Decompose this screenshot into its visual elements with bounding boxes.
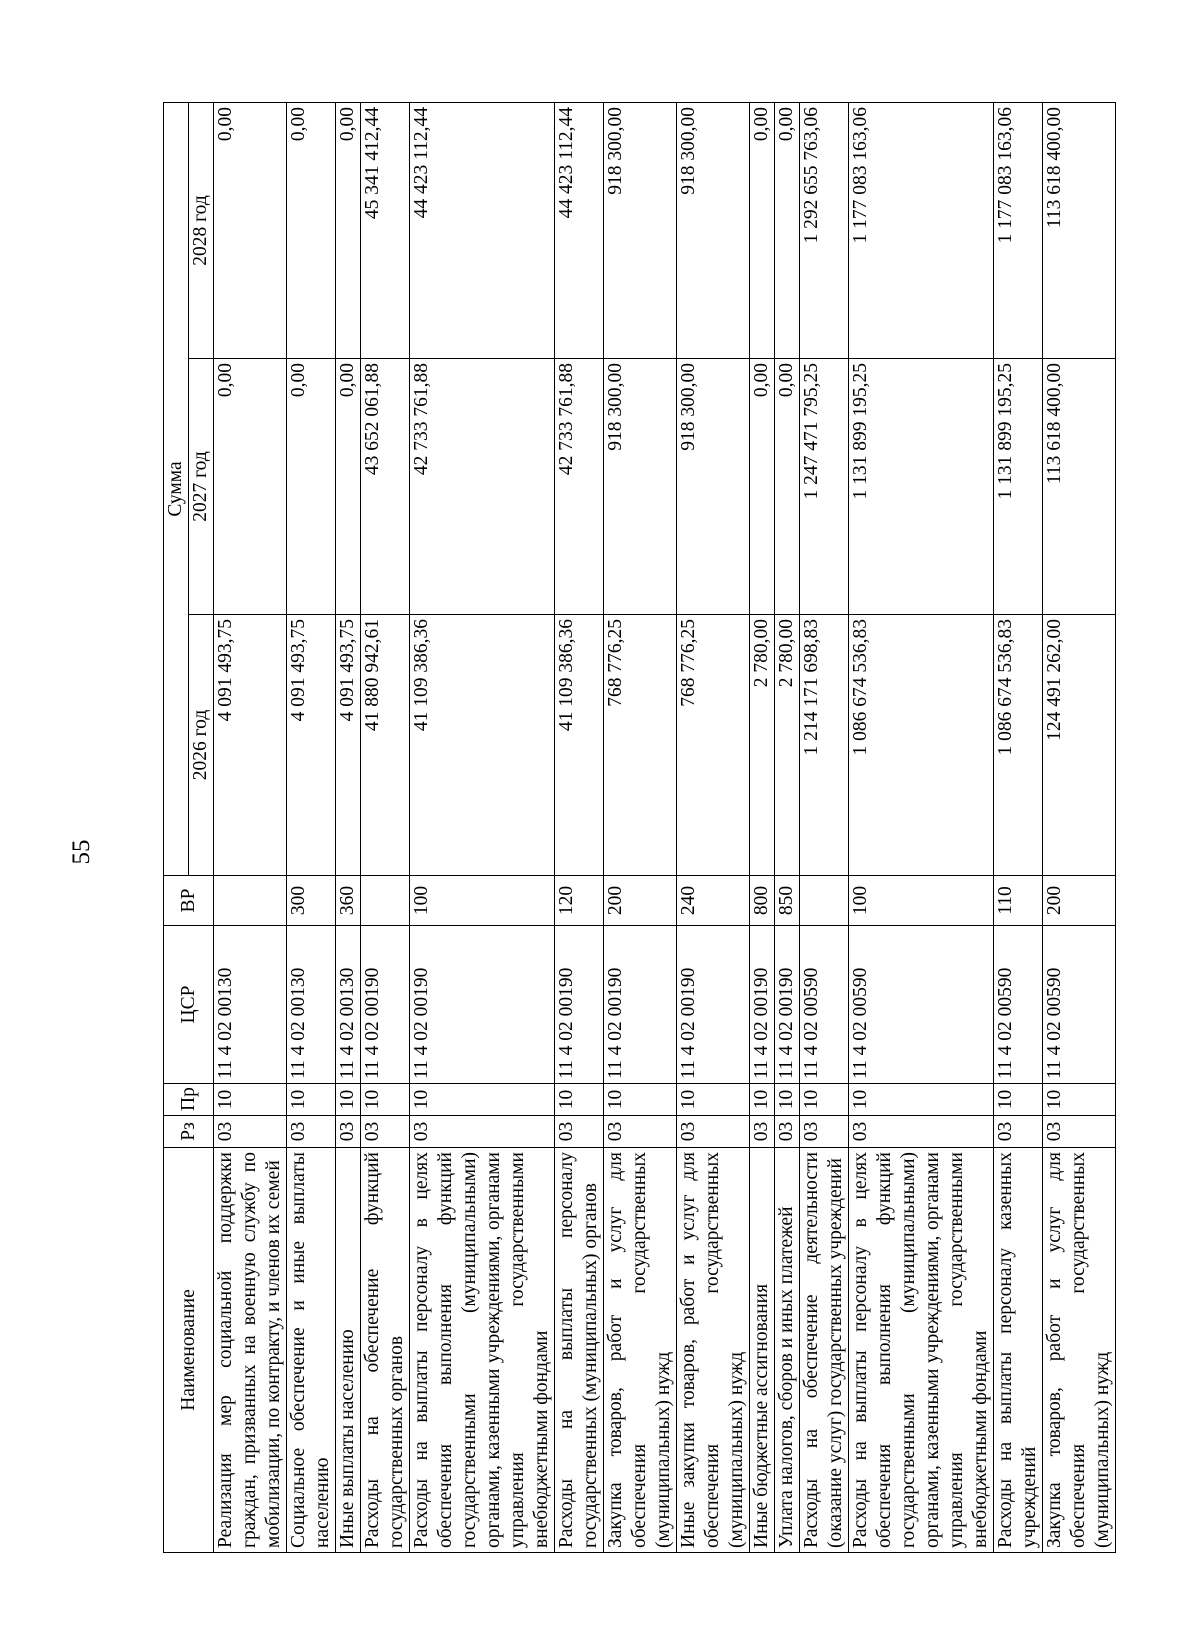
cell-name: Расходы на выплаты персоналу казенных учреждений <box>994 1148 1043 1553</box>
cell-vr: 300 <box>287 876 336 926</box>
cell-csr: 11 4 02 00130 <box>214 926 287 1084</box>
cell-vr <box>800 876 849 926</box>
cell-amount-2028: 113 618 400,00 <box>1043 103 1116 359</box>
table-row <box>287 103 336 1553</box>
cell-vr: 100 <box>849 876 994 926</box>
cell-amount-2026: 41 109 386,36 <box>555 615 604 876</box>
table-header <box>164 103 214 1553</box>
cell-name: Закупка товаров, работ и услуг для обеспечения государственных (муниципальных) нужд <box>604 1148 677 1553</box>
page-number: 55 <box>68 839 95 865</box>
header-year-2028: 2028 год <box>189 103 214 359</box>
cell-amount-2027: 0,00 <box>775 359 800 615</box>
cell-rz: 03 <box>775 1116 800 1148</box>
cell-amount-2028: 44 423 112,44 <box>555 103 604 359</box>
cell-name: Закупка товаров, работ и услуг для обеспечения государственных (муниципальных) нужд <box>1043 1148 1116 1553</box>
table-row <box>849 103 994 1553</box>
cell-amount-2026: 1 086 674 536,83 <box>994 615 1043 876</box>
cell-csr: 11 4 02 00130 <box>287 926 336 1084</box>
cell-amount-2028: 0,00 <box>336 103 361 359</box>
cell-rz: 03 <box>555 1116 604 1148</box>
cell-amount-2028: 1 177 083 163,06 <box>849 103 994 359</box>
cell-amount-2028: 0,00 <box>775 103 800 359</box>
cell-name: Уплата налогов, сборов и иных платежей <box>775 1148 800 1553</box>
cell-name: Иные выплаты населению <box>336 1148 361 1553</box>
cell-amount-2027: 42 733 761,88 <box>555 359 604 615</box>
cell-rz: 03 <box>604 1116 677 1148</box>
cell-amount-2027: 42 733 761,88 <box>410 359 555 615</box>
cell-name: Расходы на обеспечение деятельности (оказание услуг) государственных учреждений <box>800 1148 849 1553</box>
cell-amount-2026: 41 109 386,36 <box>410 615 555 876</box>
cell-name: Реализация мер социальной поддержки граждан, призванных на военную службу по мобилизации, по контракту, и членов их семей <box>214 1148 287 1553</box>
cell-amount-2026: 768 776,25 <box>677 615 750 876</box>
cell-rz: 03 <box>214 1116 287 1148</box>
cell-vr: 240 <box>677 876 750 926</box>
table-row <box>361 103 410 1553</box>
cell-vr: 200 <box>604 876 677 926</box>
cell-amount-2028: 1 292 655 763,06 <box>800 103 849 359</box>
table-row <box>775 103 800 1553</box>
cell-vr: 110 <box>994 876 1043 926</box>
rotated-table-container <box>163 103 1113 1553</box>
table-body <box>214 103 1116 1553</box>
cell-pr: 10 <box>604 1084 677 1116</box>
table-row <box>800 103 849 1553</box>
cell-pr: 10 <box>800 1084 849 1116</box>
header-sum: Сумма <box>164 103 189 876</box>
cell-csr: 11 4 02 00190 <box>677 926 750 1084</box>
cell-rz: 03 <box>677 1116 750 1148</box>
cell-csr: 11 4 02 00590 <box>849 926 994 1084</box>
cell-amount-2027: 113 618 400,00 <box>1043 359 1116 615</box>
cell-rz: 03 <box>994 1116 1043 1148</box>
table-row <box>555 103 604 1553</box>
cell-amount-2028: 1 177 083 163,06 <box>994 103 1043 359</box>
cell-rz: 03 <box>410 1116 555 1148</box>
table-row <box>994 103 1043 1553</box>
cell-rz: 03 <box>361 1116 410 1148</box>
cell-csr: 11 4 02 00590 <box>994 926 1043 1084</box>
cell-rz: 03 <box>336 1116 361 1148</box>
cell-amount-2027: 0,00 <box>750 359 775 615</box>
budget-table <box>163 102 1116 1553</box>
cell-amount-2027: 0,00 <box>214 359 287 615</box>
header-year-2027: 2027 год <box>189 359 214 615</box>
cell-amount-2026: 4 091 493,75 <box>336 615 361 876</box>
cell-pr: 10 <box>287 1084 336 1116</box>
table-row <box>410 103 555 1553</box>
cell-vr: 850 <box>775 876 800 926</box>
cell-amount-2026: 2 780,00 <box>750 615 775 876</box>
cell-csr: 11 4 02 00130 <box>336 926 361 1084</box>
cell-amount-2027: 1 131 899 195,25 <box>994 359 1043 615</box>
cell-amount-2026: 124 491 262,00 <box>1043 615 1116 876</box>
header-pr: Пр <box>164 1084 214 1116</box>
cell-name: Расходы на выплаты персоналу государственных (муниципальных) органов <box>555 1148 604 1553</box>
cell-amount-2028: 45 341 412,44 <box>361 103 410 359</box>
header-vr: ВР <box>164 876 214 926</box>
table-row <box>750 103 775 1553</box>
cell-amount-2026: 41 880 942,61 <box>361 615 410 876</box>
cell-rz: 03 <box>1043 1116 1116 1148</box>
cell-amount-2028: 44 423 112,44 <box>410 103 555 359</box>
cell-pr: 10 <box>361 1084 410 1116</box>
cell-amount-2027: 0,00 <box>287 359 336 615</box>
cell-vr <box>361 876 410 926</box>
cell-amount-2028: 0,00 <box>214 103 287 359</box>
cell-vr: 120 <box>555 876 604 926</box>
cell-pr: 10 <box>410 1084 555 1116</box>
cell-csr: 11 4 02 00190 <box>604 926 677 1084</box>
cell-amount-2028: 918 300,00 <box>677 103 750 359</box>
cell-rz: 03 <box>287 1116 336 1148</box>
cell-pr: 10 <box>1043 1084 1116 1116</box>
cell-name: Расходы на выплаты персоналу в целях обеспечения выполнения функций государственными (муниципальными) органами, казенными учреждениями, органами управления государственными внебюджетными фондами <box>849 1148 994 1553</box>
cell-rz: 03 <box>750 1116 775 1148</box>
cell-csr: 11 4 02 00590 <box>800 926 849 1084</box>
header-rz: Рз <box>164 1116 214 1148</box>
cell-amount-2026: 4 091 493,75 <box>214 615 287 876</box>
cell-amount-2027: 0,00 <box>336 359 361 615</box>
cell-amount-2026: 1 214 171 698,83 <box>800 615 849 876</box>
cell-name: Социальное обеспечение и иные выплаты населению <box>287 1148 336 1553</box>
cell-pr: 10 <box>849 1084 994 1116</box>
cell-pr: 10 <box>750 1084 775 1116</box>
cell-amount-2027: 1 247 471 795,25 <box>800 359 849 615</box>
cell-amount-2028: 0,00 <box>750 103 775 359</box>
table-row <box>604 103 677 1553</box>
cell-amount-2027: 918 300,00 <box>677 359 750 615</box>
header-year-2026: 2026 год <box>189 615 214 876</box>
cell-amount-2028: 0,00 <box>287 103 336 359</box>
cell-rz: 03 <box>800 1116 849 1148</box>
cell-vr: 800 <box>750 876 775 926</box>
cell-name: Расходы на обеспечение функций государственных органов <box>361 1148 410 1553</box>
cell-csr: 11 4 02 00190 <box>410 926 555 1084</box>
table-row <box>677 103 750 1553</box>
cell-pr: 10 <box>214 1084 287 1116</box>
cell-amount-2027: 918 300,00 <box>604 359 677 615</box>
cell-amount-2026: 2 780,00 <box>775 615 800 876</box>
header-csr: ЦСР <box>164 926 214 1084</box>
cell-amount-2027: 1 131 899 195,25 <box>849 359 994 615</box>
cell-pr: 10 <box>336 1084 361 1116</box>
cell-csr: 11 4 02 00590 <box>1043 926 1116 1084</box>
table-row <box>336 103 361 1553</box>
cell-csr: 11 4 02 00190 <box>361 926 410 1084</box>
table-row <box>214 103 287 1553</box>
cell-pr: 10 <box>994 1084 1043 1116</box>
table-row <box>1043 103 1116 1553</box>
cell-amount-2026: 4 091 493,75 <box>287 615 336 876</box>
cell-vr: 200 <box>1043 876 1116 926</box>
cell-name: Иные закупки товаров, работ и услуг для обеспечения государственных (муниципальных) нужд <box>677 1148 750 1553</box>
cell-name: Иные бюджетные ассигнования <box>750 1148 775 1553</box>
cell-amount-2027: 43 652 061,88 <box>361 359 410 615</box>
cell-csr: 11 4 02 00190 <box>775 926 800 1084</box>
cell-csr: 11 4 02 00190 <box>750 926 775 1084</box>
cell-rz: 03 <box>849 1116 994 1148</box>
cell-name: Расходы на выплаты персоналу в целях обеспечения выполнения функций государственными (муниципальными) органами, казенными учреждениями, органами управления государственными внебюджетными фондами <box>410 1148 555 1553</box>
cell-csr: 11 4 02 00190 <box>555 926 604 1084</box>
cell-pr: 10 <box>775 1084 800 1116</box>
header-name: Наименование <box>164 1148 214 1553</box>
cell-pr: 10 <box>555 1084 604 1116</box>
cell-vr: 360 <box>336 876 361 926</box>
cell-amount-2026: 1 086 674 536,83 <box>849 615 994 876</box>
cell-vr: 100 <box>410 876 555 926</box>
cell-pr: 10 <box>677 1084 750 1116</box>
cell-amount-2028: 918 300,00 <box>604 103 677 359</box>
cell-vr <box>214 876 287 926</box>
cell-amount-2026: 768 776,25 <box>604 615 677 876</box>
